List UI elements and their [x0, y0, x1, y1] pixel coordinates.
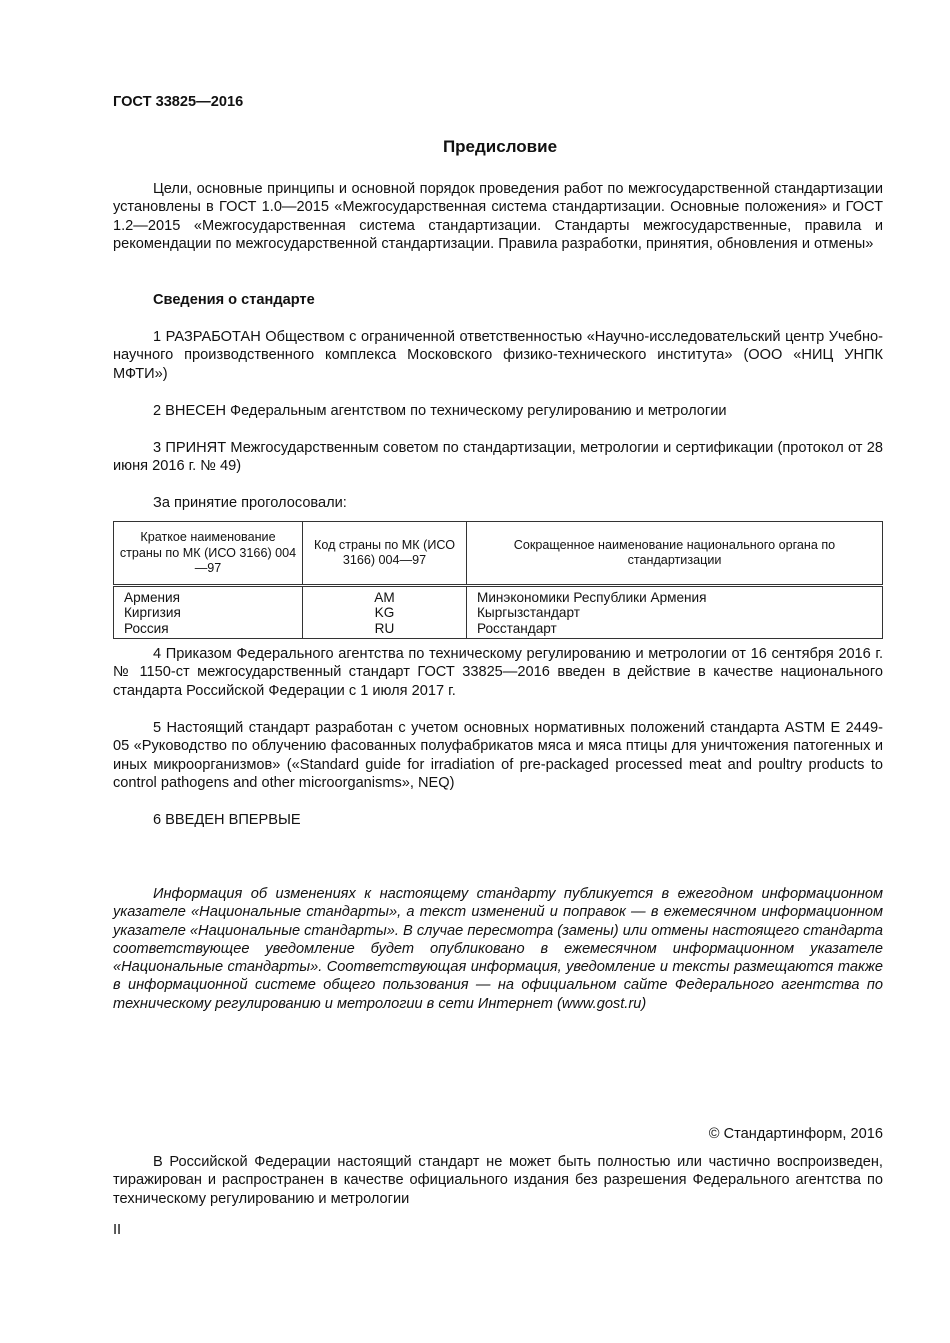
page-number: II [113, 1222, 122, 1238]
table-header-code: Код страны по МК (ИСО 3166) 004—97 [303, 522, 467, 586]
item-1: 1 РАЗРАБОТАН Обществом с ограниченной ответственностью «Научно-исследовательский центр Учебно-научного производственного комплекса Московского физико-технического института» (ООО «НИЦ УНПК МФТИ») [113, 329, 883, 382]
table-row [114, 605, 883, 621]
voting-table [113, 521, 883, 639]
item-2: 2 ВНЕСЕН Федеральным агентством по техническому регулированию и метрологии [153, 403, 727, 419]
copyright: © Стандартинформ, 2016 [708, 1126, 883, 1142]
table-row [114, 585, 883, 605]
item-5: 5 Настоящий стандарт разработан с учетом основных нормативных положений стандарта ASTM E 2449-05 «Руководство по облучению фасованных полуфабрикатов мяса и мяса птицы для уничтожения патогенных и иных микроорганизмов» («Standard guide for irradiation of pre-packaged processed meat and poultry products to control pathogens and other microorganisms», NEQ) [113, 720, 883, 791]
vote-label: За принятие проголосовали: [153, 495, 347, 511]
cell-body: Минэкономики Республики Армения [467, 585, 883, 605]
table-header-country: Краткое наименование страны по МК (ИСО 3166) 004—97 [114, 522, 303, 586]
voting-table-wrap [113, 521, 883, 639]
cell-code: AM [303, 585, 467, 605]
section-subtitle: Сведения о стандарте [153, 292, 315, 308]
cell-code: RU [303, 621, 467, 639]
info-paragraph: Информация об изменениях к настоящему стандарту публикуется в ежегодном информационном указателе «Национальные стандарты», а текст изменений и поправок — в ежемесячном информационном указателе «Национальные стандарты». В случае пересмотра (замены) или отмены настоящего стандарта соответствующее уведомление будет опубликовано в ежемесячном информационном указателе «Национальные стандарты». Соответствующая информация, уведомление и тексты размещаются также в информационной системе общего пользования — на официальном сайте Федерального агентства по техническому регулированию и метрологии в сети Интернет (www.gost.ru) [113, 886, 883, 1012]
document-header: ГОСТ 33825—2016 [113, 94, 244, 110]
table-header-body: Сокращенное наименование национального органа по стандартизации [467, 522, 883, 586]
cell-country: Россия [114, 621, 303, 639]
item-6: 6 ВВЕДЕН ВПЕРВЫЕ [153, 812, 301, 828]
intro-paragraph: Цели, основные принципы и основной порядок проведения работ по межгосударственной стандартизации установлены в ГОСТ 1.0—2015 «Межгосударственная система стандартизации. Основные положения» и ГОСТ 1.2—2015 «Межгосударственная система стандартизации. Стандарты межгосударственные, правила и рекомендации по межгосударственной стандартизации. Правила разработки, принятия, обновления и отмены» [113, 181, 883, 252]
cell-body: Росстандарт [467, 621, 883, 639]
intro-section [113, 180, 883, 253]
reproduction-notice: В Российской Федерации настоящий стандарт не может быть полностью или частично воспроизведен, тиражирован и распространен в качестве официального издания без разрешения Федерального агентства по техническому регулированию и метрологии [113, 1154, 883, 1207]
item-4: 4 Приказом Федерального агентства по техническому регулированию и метрологии от 16 сентября 2016 г. № 1150-ст межгосударственный стандарт ГОСТ 33825—2016 введен в действие в качестве национального стандарта Российской Федерации с 1 июля 2017 г. [113, 646, 883, 699]
cell-code: KG [303, 605, 467, 621]
cell-country: Киргизия [114, 605, 303, 621]
cell-body: Кыргызстандарт [467, 605, 883, 621]
table-row [114, 621, 883, 639]
item-3: 3 ПРИНЯТ Межгосударственным советом по стандартизации, метрологии и сертификации (протокол от 28 июня 2016 г. № 49) [113, 440, 883, 475]
page-title: Предисловие [442, 137, 558, 156]
cell-country: Армения [114, 585, 303, 605]
